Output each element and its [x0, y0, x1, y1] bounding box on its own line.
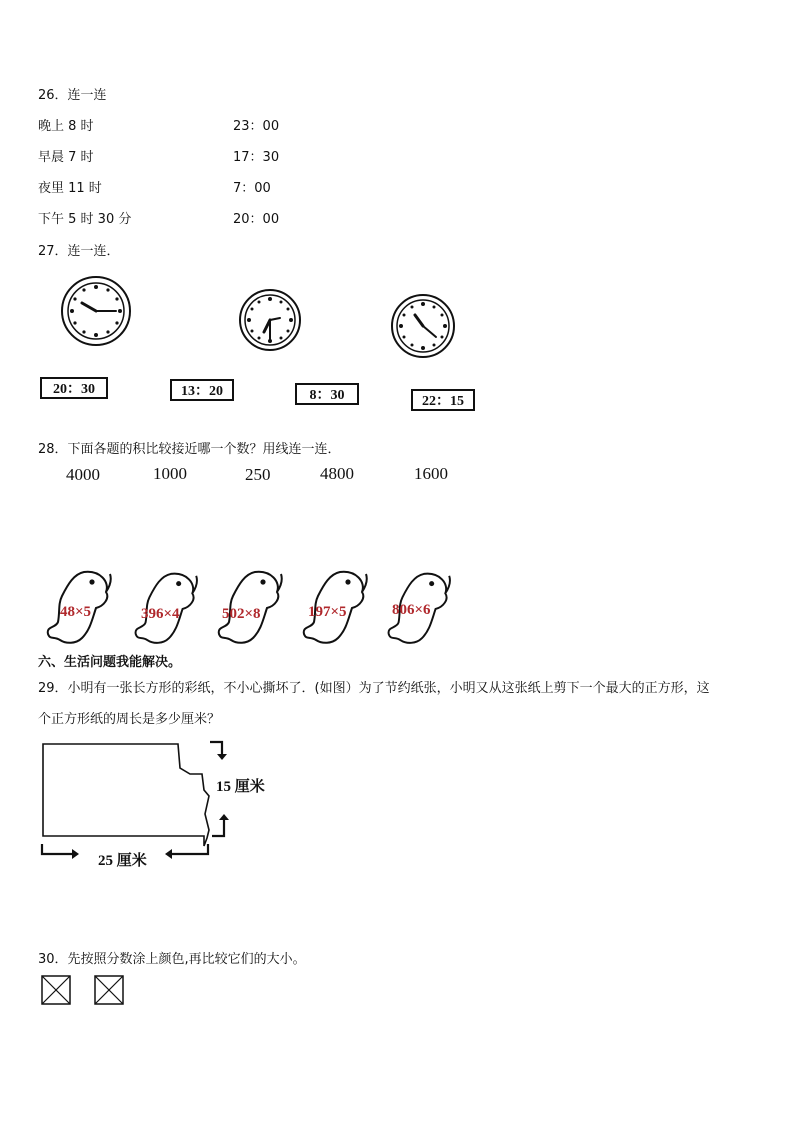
q26-right-1: 23：00	[233, 119, 280, 134]
q29-line-2: 个正方形纸的周长是多少厘米？	[38, 712, 221, 727]
fraction-square-2	[94, 975, 124, 1005]
clock-1-icon	[60, 275, 132, 347]
q28-title: 28．下面各题的积比较接近哪一个数？用线连一连．	[38, 442, 341, 457]
q26-left-1: 晚上 8 时	[38, 119, 94, 134]
clock-3-icon	[390, 293, 456, 359]
height-label: 15 厘米	[216, 779, 265, 795]
expression-5: 806×6	[392, 602, 431, 618]
number-1: 4000	[66, 465, 100, 484]
time-box-4: 22：15	[411, 389, 475, 411]
fraction-square-1	[41, 975, 71, 1005]
clock-2-icon	[238, 288, 302, 352]
time-box-1: 20：30	[40, 377, 108, 399]
q26-title: 26．连一连	[38, 88, 107, 103]
q26-left-3: 夜里 11 时	[38, 181, 102, 196]
expression-2: 396×4	[141, 606, 180, 622]
q30-title: 30．先按照分数涂上颜色,再比较它们的大小。	[38, 952, 306, 967]
q26-left-2: 早晨 7 时	[38, 150, 94, 165]
number-3: 250	[245, 465, 271, 484]
q26-right-2: 17：30	[233, 150, 280, 165]
q29-line-1: 29．小明有一张长方形的彩纸，不小心撕坏了．(如图）为了节约纸张，小明又从这张纸上剪下一个最大的正方形，这	[38, 681, 710, 696]
expression-1: 48×5	[60, 604, 92, 620]
width-label: 25 厘米	[98, 853, 147, 869]
torn-paper-figure	[38, 738, 288, 868]
expression-3: 502×8	[222, 606, 261, 622]
section-6-title: 六、生活问题我能解决。	[38, 655, 182, 670]
time-box-3: 8：30	[295, 383, 359, 405]
expression-4: 197×5	[308, 604, 347, 620]
q26-right-3: 7：00	[233, 181, 271, 196]
number-5: 1600	[414, 464, 448, 483]
q26-left-4: 下午 5 时 30 分	[38, 212, 132, 227]
number-4: 4800	[320, 464, 354, 483]
time-box-2: 13：20	[170, 379, 234, 401]
number-2: 1000	[153, 464, 187, 483]
q26-right-4: 20：00	[233, 212, 280, 227]
q27-title: 27．连一连．	[38, 244, 120, 259]
